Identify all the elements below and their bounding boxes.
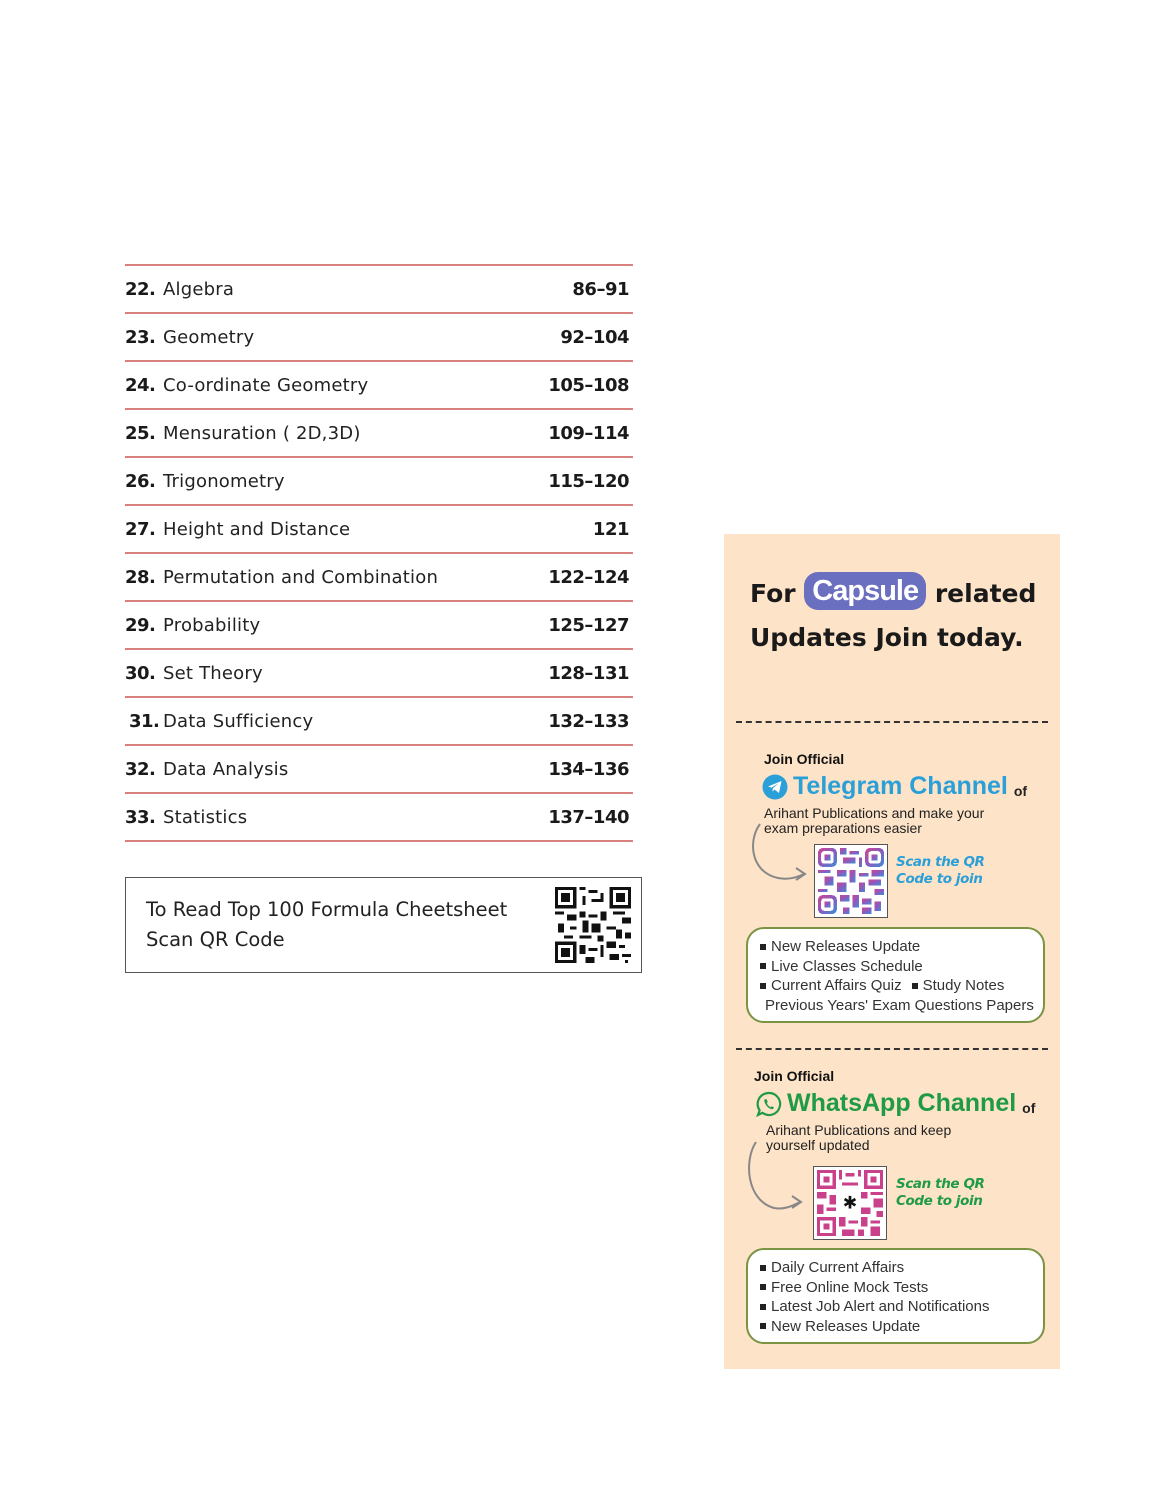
chapter-number: 23. — [125, 326, 156, 348]
chapter-number: 27. — [125, 518, 156, 540]
feature-label: Latest Job Alert and Notifications — [771, 1298, 990, 1315]
feature-item — [760, 1258, 1033, 1278]
toc-entry[interactable] — [125, 458, 633, 506]
chapter-title: Data Sufficiency — [163, 710, 314, 732]
dashed-divider — [736, 1048, 1048, 1050]
chapter-number: 22. — [125, 278, 156, 300]
headline-line-2: Updates Join today. — [750, 623, 1024, 652]
whatsapp-desc-line-1: Arihant Publications and keep — [766, 1122, 952, 1138]
capsule-brand-badge: Capsule — [804, 572, 926, 610]
formula-cheatsheet-box[interactable] — [125, 877, 642, 973]
whatsapp-qr-code-icon[interactable] — [813, 1166, 887, 1240]
page-range: 105–108 — [548, 374, 629, 396]
page-range: 121 — [592, 518, 629, 540]
chapter-title: Geometry — [163, 326, 255, 348]
feature-label: Study Notes — [922, 977, 1005, 994]
chapter-number: 25. — [125, 422, 156, 444]
page-range: 132–133 — [548, 710, 629, 732]
chapter-title: Algebra — [163, 278, 235, 300]
telegram-channel-title[interactable] — [762, 772, 1027, 801]
telegram-scan-instructions — [896, 854, 985, 888]
toc-entry[interactable] — [125, 746, 633, 794]
scan-line-1: Scan the QR — [896, 1176, 985, 1192]
bullet-icon — [760, 1265, 766, 1271]
chapter-title: Data Analysis — [163, 758, 289, 780]
of-label: of — [1022, 1099, 1036, 1116]
page-range: 128–131 — [548, 662, 629, 684]
toc-entry[interactable] — [125, 554, 633, 602]
telegram-channel-name: Telegram Channel — [793, 772, 1008, 800]
feature-label: Previous Years' Exam Questions Papers — [765, 996, 1034, 1014]
telegram-desc-line-2: exam preparations easier — [764, 820, 922, 836]
page-range: 92–104 — [560, 326, 629, 348]
feature-item — [760, 996, 1033, 1016]
telegram-qr-code-icon[interactable] — [814, 844, 888, 918]
headline-suffix: related — [934, 579, 1037, 608]
feature-label: New Releases Update — [771, 938, 921, 955]
feature-label: Current Affairs Quiz — [771, 977, 902, 994]
chapter-title: Statistics — [163, 806, 248, 828]
chapter-title: Permutation and Combination — [163, 566, 439, 588]
page-range: 125–127 — [548, 614, 629, 636]
chapter-title: Height and Distance — [163, 518, 351, 540]
toc-entry[interactable] — [125, 266, 633, 314]
feature-item — [760, 957, 1033, 977]
feature-label: Free Online Mock Tests — [771, 1278, 929, 1296]
whatsapp-desc-line-2: yourself updated — [766, 1137, 870, 1153]
bullet-icon — [760, 1284, 766, 1290]
toc-entry[interactable] — [125, 698, 633, 746]
curved-arrow-icon — [744, 1140, 806, 1218]
toc-entry[interactable] — [125, 362, 633, 410]
telegram-features-list — [746, 927, 1045, 1023]
promo-headline — [750, 572, 1036, 660]
headline-prefix: For — [750, 579, 796, 608]
whatsapp-icon — [756, 1091, 782, 1117]
table-of-contents — [125, 264, 633, 842]
toc-entry[interactable] — [125, 602, 633, 650]
scan-line-1: Scan the QR — [896, 854, 985, 870]
chapter-number: 33. — [125, 806, 156, 828]
feature-item — [760, 1278, 1033, 1298]
chapter-number: 28. — [125, 566, 156, 588]
page-range: 86–91 — [572, 278, 629, 300]
chapter-number: 32. — [125, 758, 156, 780]
bullet-icon — [760, 944, 766, 950]
formula-cheatsheet-text — [146, 895, 507, 955]
chapter-number: 31. — [129, 710, 160, 732]
whatsapp-channel-title[interactable] — [756, 1089, 1035, 1118]
capsule-promo-panel — [724, 534, 1060, 1369]
feature-label: Live Classes Schedule — [771, 957, 923, 975]
telegram-join-label: Join Official — [764, 751, 845, 767]
telegram-icon — [762, 774, 788, 800]
chapter-number: 30. — [125, 662, 156, 684]
bullet-icon — [760, 1304, 766, 1310]
toc-entry[interactable] — [125, 506, 633, 554]
feature-label: Daily Current Affairs — [771, 1259, 905, 1276]
telegram-desc-line-1: Arihant Publications and make your — [764, 805, 985, 821]
qr-code-icon[interactable] — [555, 887, 631, 963]
whatsapp-features-list — [746, 1248, 1045, 1344]
chapter-number: 24. — [125, 374, 156, 396]
bullet-icon — [912, 983, 918, 989]
bullet-icon — [760, 963, 766, 969]
bullet-icon — [760, 983, 766, 989]
whatsapp-scan-instructions — [896, 1176, 985, 1210]
page-range: 115–120 — [548, 470, 629, 492]
dashed-divider — [736, 721, 1048, 723]
formula-line-1: To Read Top 100 Formula Cheetsheet — [146, 898, 508, 921]
toc-entry[interactable] — [125, 794, 633, 842]
svg-text:✱: ✱ — [842, 1193, 858, 1214]
toc-entry[interactable] — [125, 410, 633, 458]
page-range: 134–136 — [548, 758, 629, 780]
chapter-title: Probability — [163, 614, 261, 636]
curved-arrow-icon — [748, 822, 810, 890]
scan-line-2: Code to join — [896, 1193, 983, 1209]
whatsapp-join-label: Join Official — [754, 1068, 835, 1084]
page-range: 122–124 — [548, 566, 629, 588]
toc-entry[interactable] — [125, 650, 633, 698]
feature-item — [760, 976, 1033, 996]
chapter-number: 26. — [125, 470, 156, 492]
formula-line-2: Scan QR Code — [146, 928, 285, 951]
page-range: 137–140 — [548, 806, 629, 828]
chapter-title: Trigonometry — [163, 470, 285, 492]
chapter-title: Co-ordinate Geometry — [163, 374, 369, 396]
chapter-title: Mensuration ( 2D,3D) — [163, 422, 361, 444]
of-label: of — [1013, 782, 1028, 799]
chapter-title: Set Theory — [163, 662, 263, 684]
bullet-icon — [760, 1323, 766, 1329]
feature-label: New Releases Update — [771, 1317, 921, 1335]
toc-entry[interactable] — [125, 314, 633, 362]
whatsapp-channel-name: WhatsApp Channel — [787, 1089, 1017, 1117]
page-range: 109–114 — [548, 422, 629, 444]
feature-item — [760, 1297, 1033, 1317]
scan-line-2: Code to join — [896, 871, 983, 887]
chapter-number: 29. — [125, 614, 156, 636]
feature-item — [760, 937, 1033, 957]
feature-item — [760, 1317, 1033, 1337]
